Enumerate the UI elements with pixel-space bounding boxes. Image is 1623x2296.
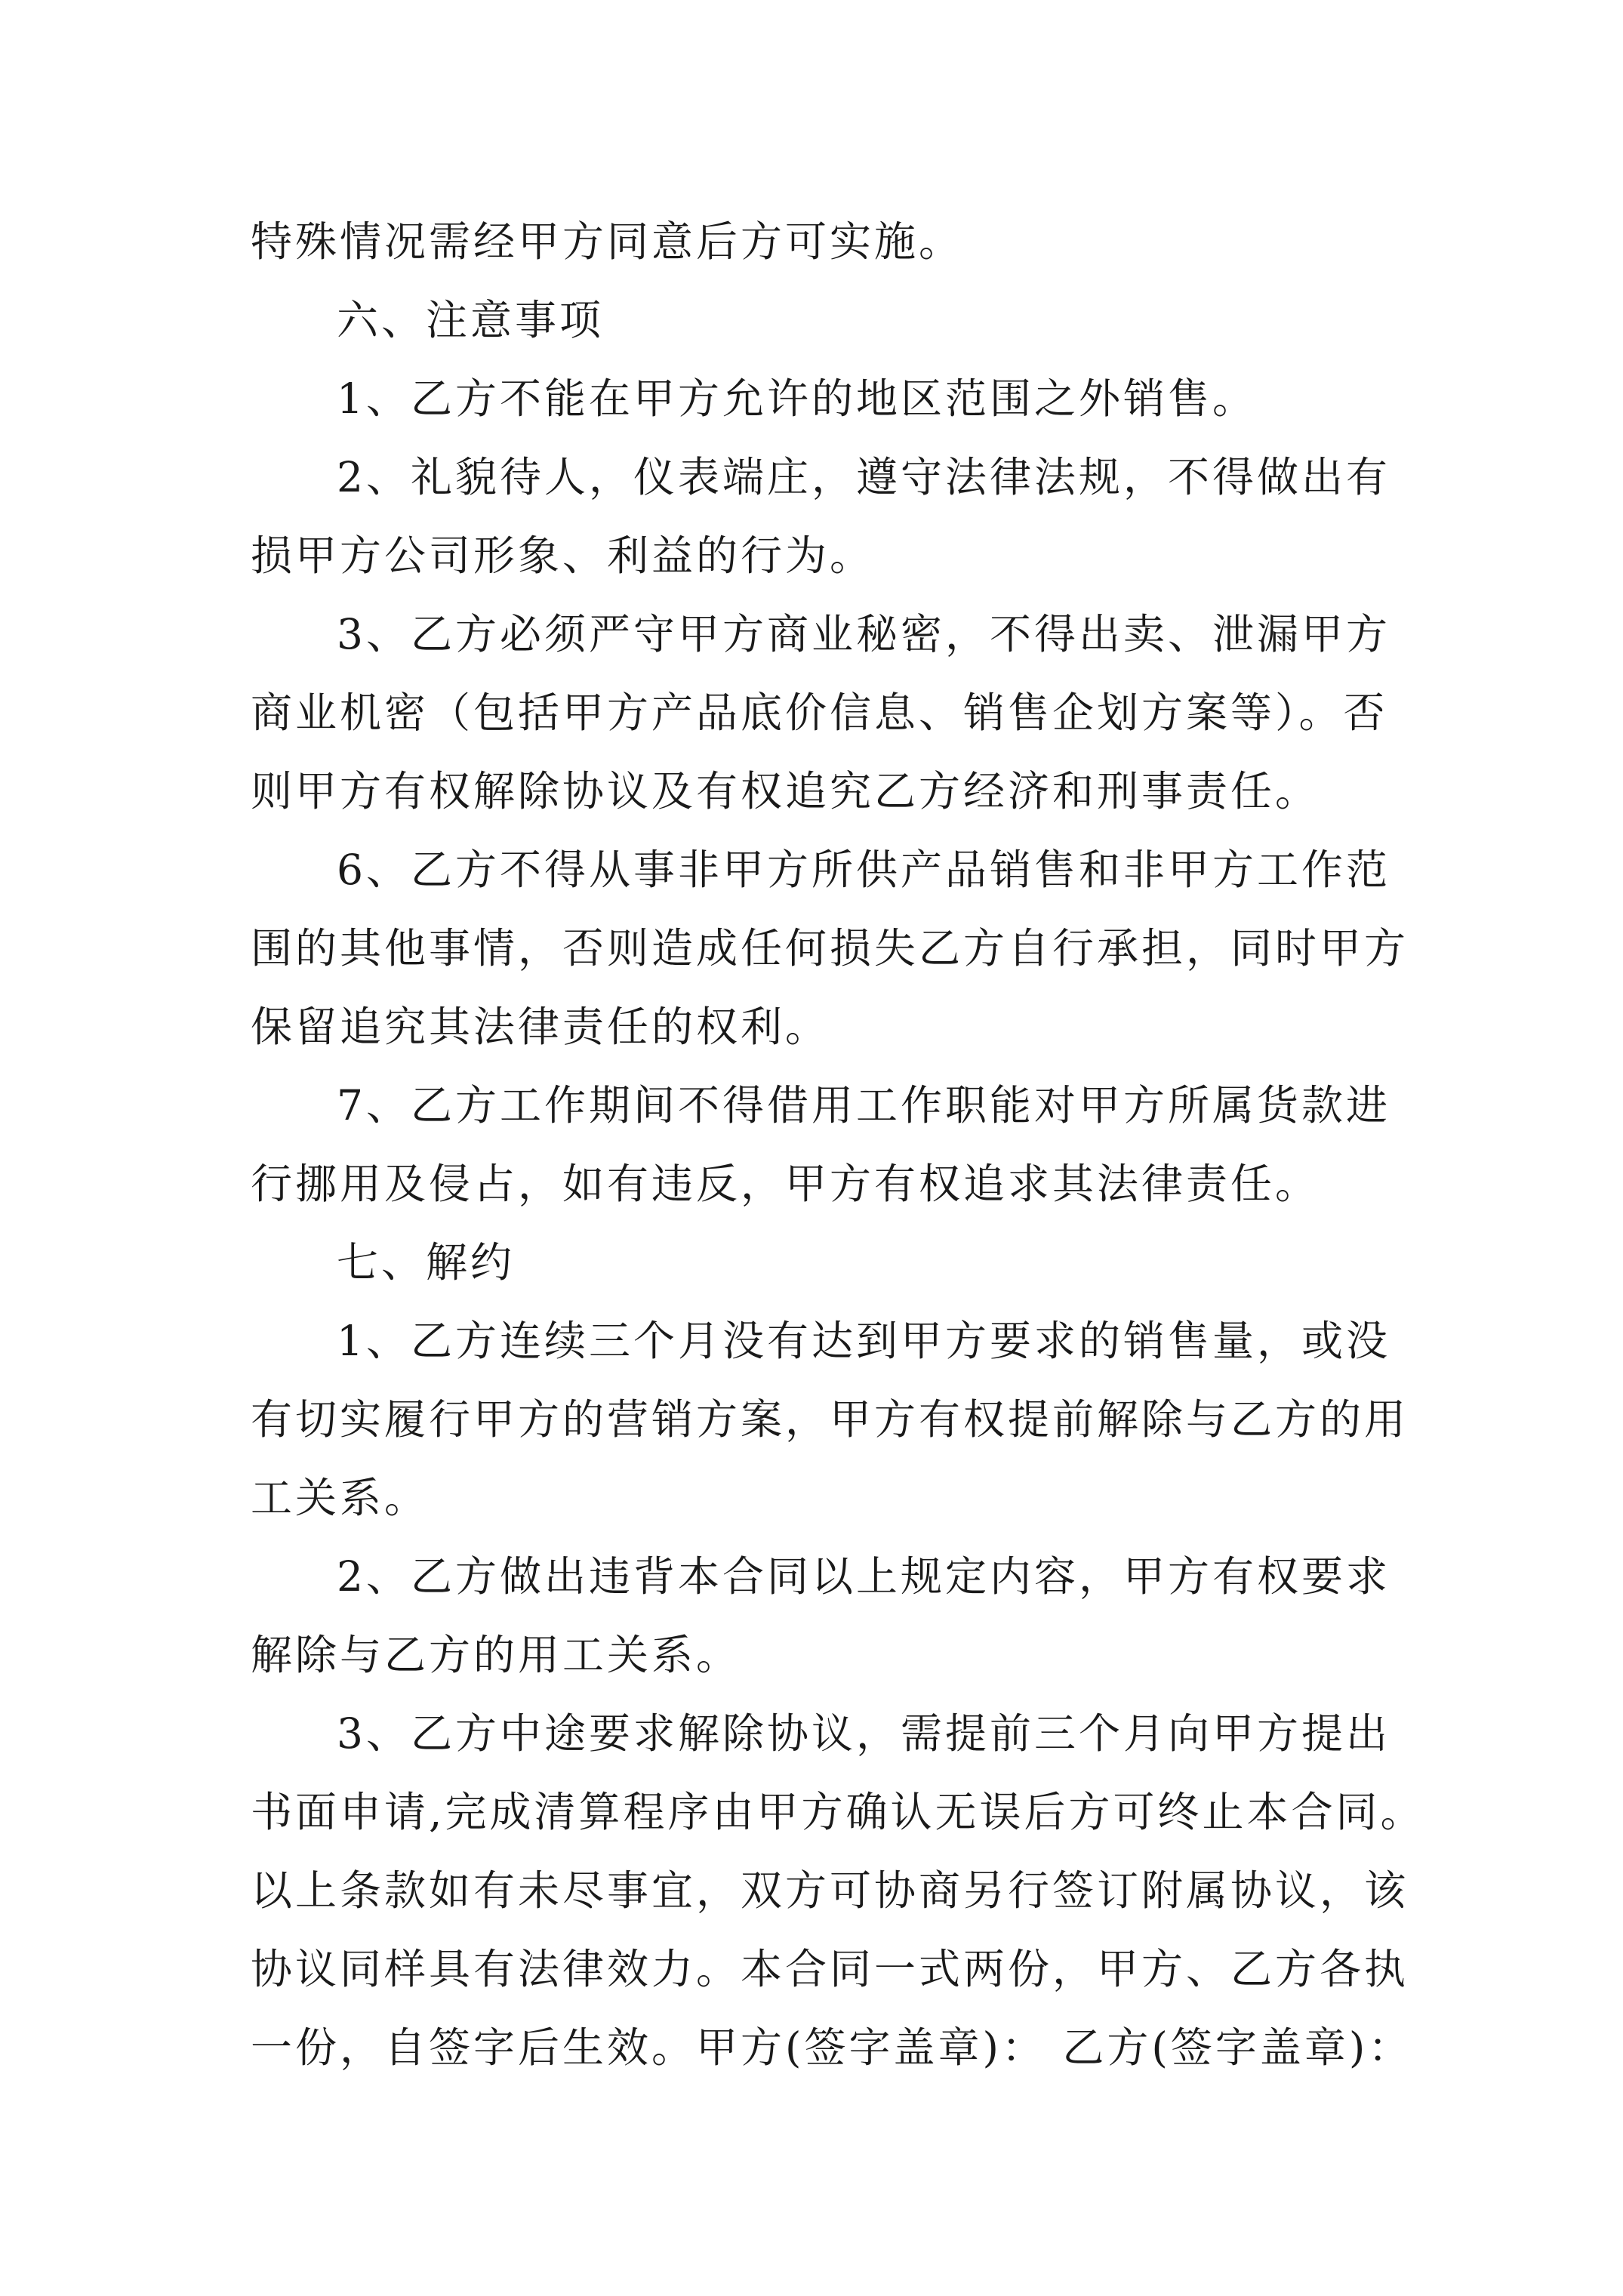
section-heading-termination: 七、解约 bbox=[337, 1238, 516, 1287]
text-line: 3、乙方中途要求解除协议，需提前三个月向甲方提出 bbox=[337, 1709, 1390, 1758]
text-line: 7、乙方工作期间不得借用工作职能对甲方所属货款进 bbox=[337, 1081, 1390, 1130]
text-line: 1、乙方不能在甲方允许的地区范围之外销售。 bbox=[337, 374, 1257, 423]
text-line: 行挪用及侵占，如有违反，甲方有权追求其法律责任。 bbox=[251, 1160, 1320, 1208]
text-line: 3、乙方必须严守甲方商业秘密，不得出卖、泄漏甲方 bbox=[337, 610, 1390, 658]
text-line: 2、礼貌待人，仪表端庄，遵守法律法规，不得做出有 bbox=[337, 453, 1390, 501]
text-line: 保留追究其法律责任的权利。 bbox=[251, 1003, 830, 1051]
signature-line: 一份，自签字后生效。甲方(签字盖章)： 乙方(签字盖章)： bbox=[251, 2023, 1413, 2072]
text-line: 协议同样具有法律效力。本合同一式两份，甲方、乙方各执 bbox=[251, 1945, 1409, 1993]
text-line: 解除与乙方的用工关系。 bbox=[251, 1631, 741, 1679]
text-line: 围的其他事情，否则造成任何损失乙方自行承担，同时甲方 bbox=[251, 924, 1409, 972]
document-body bbox=[251, 202, 1425, 2087]
text-line: 商业机密（包括甲方产品底价信息、销售企划方案等）。否 bbox=[251, 689, 1388, 737]
text-line: 2、乙方做出违背本合同以上规定内容，甲方有权要求 bbox=[337, 1552, 1390, 1601]
text-line: 以上条款如有未尽事宜，双方可协商另行签订附属协议，该 bbox=[251, 1866, 1409, 1915]
text-line: 工关系。 bbox=[251, 1474, 430, 1522]
section-heading-notes: 六、注意事项 bbox=[337, 296, 605, 344]
text-line: 特殊情况需经甲方同意后方可实施。 bbox=[251, 217, 964, 266]
text-line: 有切实履行甲方的营销方案，甲方有权提前解除与乙方的用 bbox=[251, 1395, 1409, 1444]
text-line: 书面申请,完成清算程序由甲方确认无误后方可终止本合同。 bbox=[251, 1788, 1425, 1836]
text-line: 损甲方公司形象、利益的行为。 bbox=[251, 532, 875, 580]
text-line: 则甲方有权解除协议及有权追究乙方经济和刑事责任。 bbox=[251, 767, 1320, 815]
text-line: 1、乙方连续三个月没有达到甲方要求的销售量，或没 bbox=[337, 1317, 1390, 1365]
text-line: 6、乙方不得从事非甲方所供产品销售和非甲方工作范 bbox=[337, 846, 1390, 894]
